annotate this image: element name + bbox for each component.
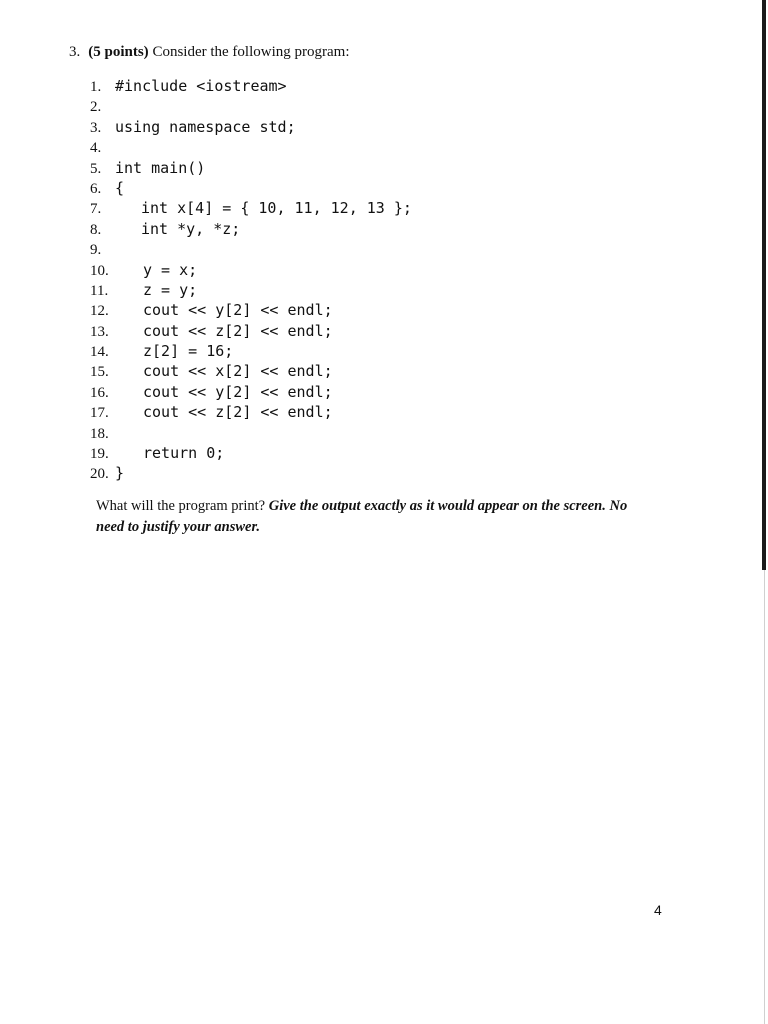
line-number: 2. <box>90 99 102 116</box>
scan-edge-shadow <box>762 0 766 570</box>
line-number: 13. <box>90 323 109 340</box>
code-text: #include <iostream> <box>115 77 287 95</box>
prompt-question: What will the program print? <box>96 498 266 514</box>
question-number: 3. <box>69 44 81 60</box>
question-points: (5 points) <box>88 44 149 60</box>
code-text: { <box>115 178 125 197</box>
code-line <box>90 239 115 259</box>
code-line <box>90 341 234 361</box>
code-listing <box>90 76 412 484</box>
line-number: 16. <box>90 384 109 401</box>
code-text: cout << z[2] << endl; <box>143 403 333 422</box>
line-number: 20. <box>90 466 109 483</box>
code-text: int x[4] = { 10, 11, 12, 13 }; <box>141 199 412 218</box>
code-text: int main() <box>115 158 206 177</box>
code-line <box>90 443 225 463</box>
line-number: 3. <box>90 119 102 136</box>
line-number: 7. <box>90 201 102 218</box>
line-number: 19. <box>90 446 109 463</box>
line-number: 6. <box>90 180 102 197</box>
line-number: 8. <box>90 221 102 238</box>
code-line <box>90 382 333 402</box>
code-text: cout << y[2] << endl; <box>143 301 333 320</box>
code-line <box>90 96 115 116</box>
line-number: 11. <box>90 282 109 299</box>
code-line <box>90 280 198 300</box>
code-line <box>90 117 296 137</box>
line-number: 4. <box>90 140 102 157</box>
code-text: y = x; <box>143 260 198 279</box>
code-line <box>90 158 206 178</box>
code-line <box>90 137 115 157</box>
code-line <box>90 321 333 341</box>
code-line <box>90 219 241 239</box>
code-line <box>90 423 115 443</box>
line-number: 15. <box>90 364 109 381</box>
code-text: cout << z[2] << endl; <box>143 321 333 340</box>
code-line <box>90 300 333 320</box>
code-line <box>90 198 412 218</box>
code-line <box>90 402 333 422</box>
page-number: 4 <box>654 902 662 918</box>
line-number: 9. <box>90 242 102 259</box>
line-number: 10. <box>90 262 109 279</box>
code-line <box>90 260 198 280</box>
line-number: 14. <box>90 344 109 361</box>
line-number: 18. <box>90 425 109 442</box>
line-number: 17. <box>90 405 109 422</box>
code-text: cout << y[2] << endl; <box>143 382 333 401</box>
code-text: using namespace std; <box>115 117 296 136</box>
code-line <box>90 76 287 96</box>
answer-prompt <box>96 496 656 538</box>
code-line <box>90 463 125 483</box>
code-line <box>90 178 125 198</box>
question-text: Consider the following program: <box>152 44 350 60</box>
code-text: } <box>115 464 125 483</box>
code-text: cout << x[2] << endl; <box>143 362 333 381</box>
code-text: z[2] = 16; <box>143 342 234 361</box>
line-number: 1. <box>90 79 102 95</box>
prompt-instructions: Give the output exactly as it would appear on the screen. No need to justify your answer. <box>96 498 628 535</box>
code-text: int *y, *z; <box>141 219 241 238</box>
line-number: 5. <box>90 160 102 177</box>
question-heading <box>69 43 350 61</box>
scan-edge-line <box>764 570 765 1024</box>
line-number: 12. <box>90 303 109 320</box>
code-line <box>90 361 333 381</box>
code-text: return 0; <box>143 444 225 463</box>
code-text: z = y; <box>143 280 198 299</box>
